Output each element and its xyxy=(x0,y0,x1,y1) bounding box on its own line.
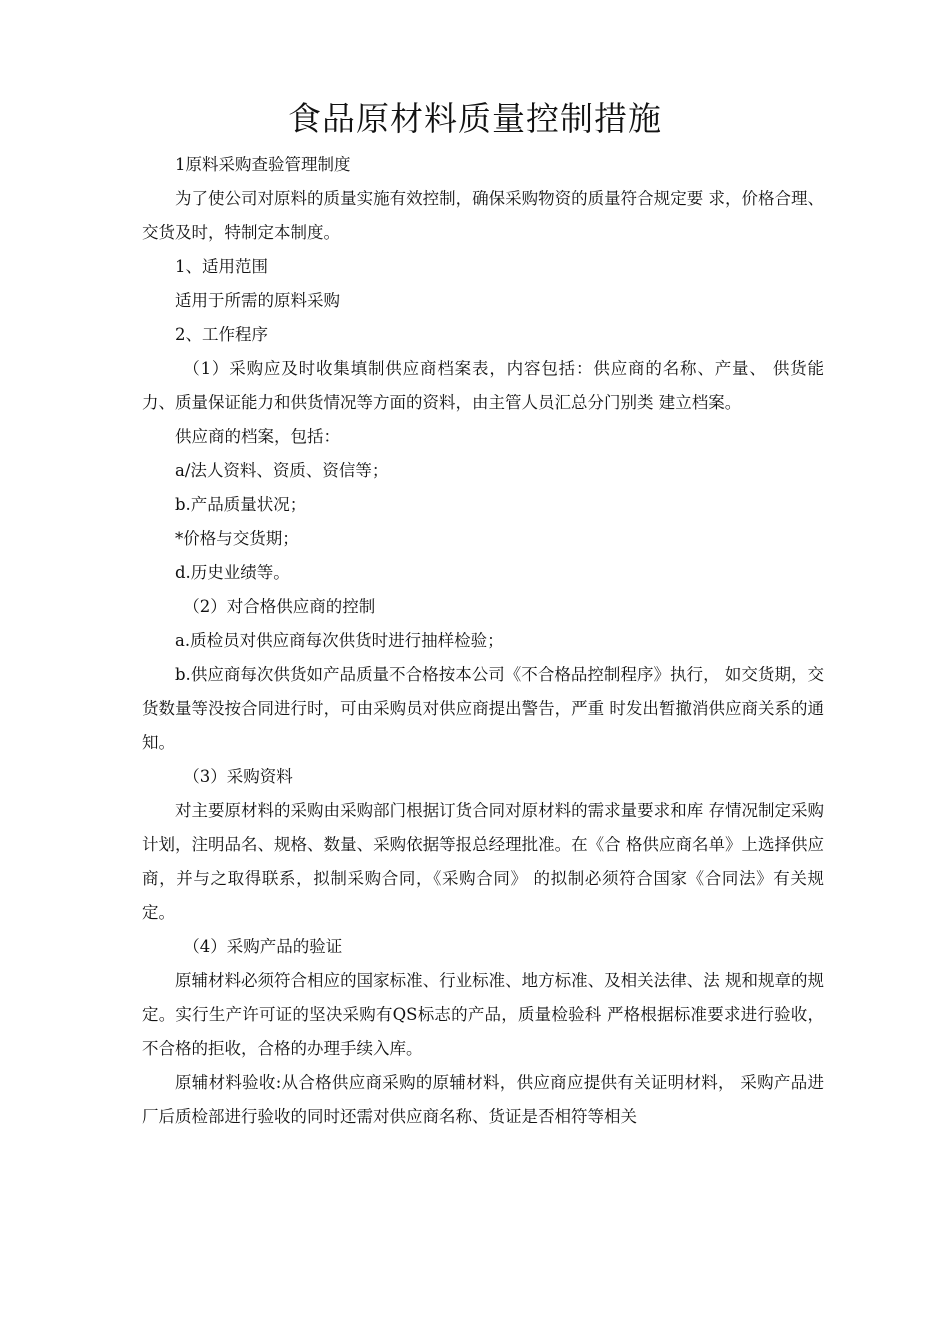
list-item-legal-info: a/法人资料、资质、资信等； xyxy=(175,461,389,480)
paragraph-scope: 适用于所需的原料采购 xyxy=(175,291,340,310)
section-heading-procedure: 2、工作程序 xyxy=(175,325,268,344)
list-item-price-delivery: *价格与交货期； xyxy=(175,529,299,548)
document-title: 食品原材料质量控制措施 xyxy=(288,99,662,138)
list-item-nonconforming: b.供应商每次供货如产品质量不合格按本公司《不合格品控制程序》执行， 如交货期，交货数量等没按合同进行时，可由采购员对供应商提出警告，严重 时发出暂撤消供应商关系的通知。 xyxy=(142,665,824,752)
paragraph-supplier-records: （1）采购应及时收集填制供应商档案表，内容包括：供应商的名称、产量、 供货能力、质量保证能力和供货情况等方面的资料，由主管人员汇总分门别类 建立档案。 xyxy=(142,359,824,412)
paragraph-procurement-plan: 对主要原材料的采购由采购部门根据订货合同对原材料的需求量要求和库 存情况制定采购计划，注明品名、规格、数量、采购依据等报总经理批准。在《合 格供应商名单》上选择供应商，并与之取得联系，拟制采购合同，《采购合同》 的拟制必须符合国家《合同法》有关规定。 xyxy=(142,801,824,922)
section-heading-procurement-inspection: 1原料采购查验管理制度 xyxy=(175,155,351,174)
section-heading-scope: 1、适用范围 xyxy=(175,257,268,276)
section-heading-qualified-suppliers: （2）对合格供应商的控制 xyxy=(183,597,376,616)
list-item-sampling: a.质检员对供应商每次供货时进行抽样检验； xyxy=(175,631,504,650)
list-item-history: d.历史业绩等。 xyxy=(175,563,290,582)
section-heading-procurement-data: （3）采购资料 xyxy=(183,767,293,786)
document-body xyxy=(142,148,824,1134)
paragraph-purpose: 为了使公司对原料的质量实施有效控制，确保采购物资的质量符合规定要 求，价格合理、交货及时，特制定本制度。 xyxy=(142,189,824,242)
paragraph-material-acceptance: 原辅材料验收:从合格供应商采购的原辅材料，供应商应提供有关证明材料， 采购产品进厂后质检部进行验收的同时还需对供应商名称、货证是否相符等相关 xyxy=(142,1073,824,1126)
paragraph-supplier-archive-intro: 供应商的档案，包括： xyxy=(175,427,340,446)
paragraph-material-standards: 原辅材料必须符合相应的国家标准、行业标准、地方标准、及相关法律、法 规和规章的规定。实行生产许可证的坚决采购有QS标志的产品，质量检验科 严格根据标准要求进行验收，不合格的拒收，合格的办理手续入库。 xyxy=(142,971,824,1058)
list-item-product-quality: b.产品质量状况； xyxy=(175,495,307,514)
section-heading-verification: （4）采购产品的验证 xyxy=(183,937,343,956)
